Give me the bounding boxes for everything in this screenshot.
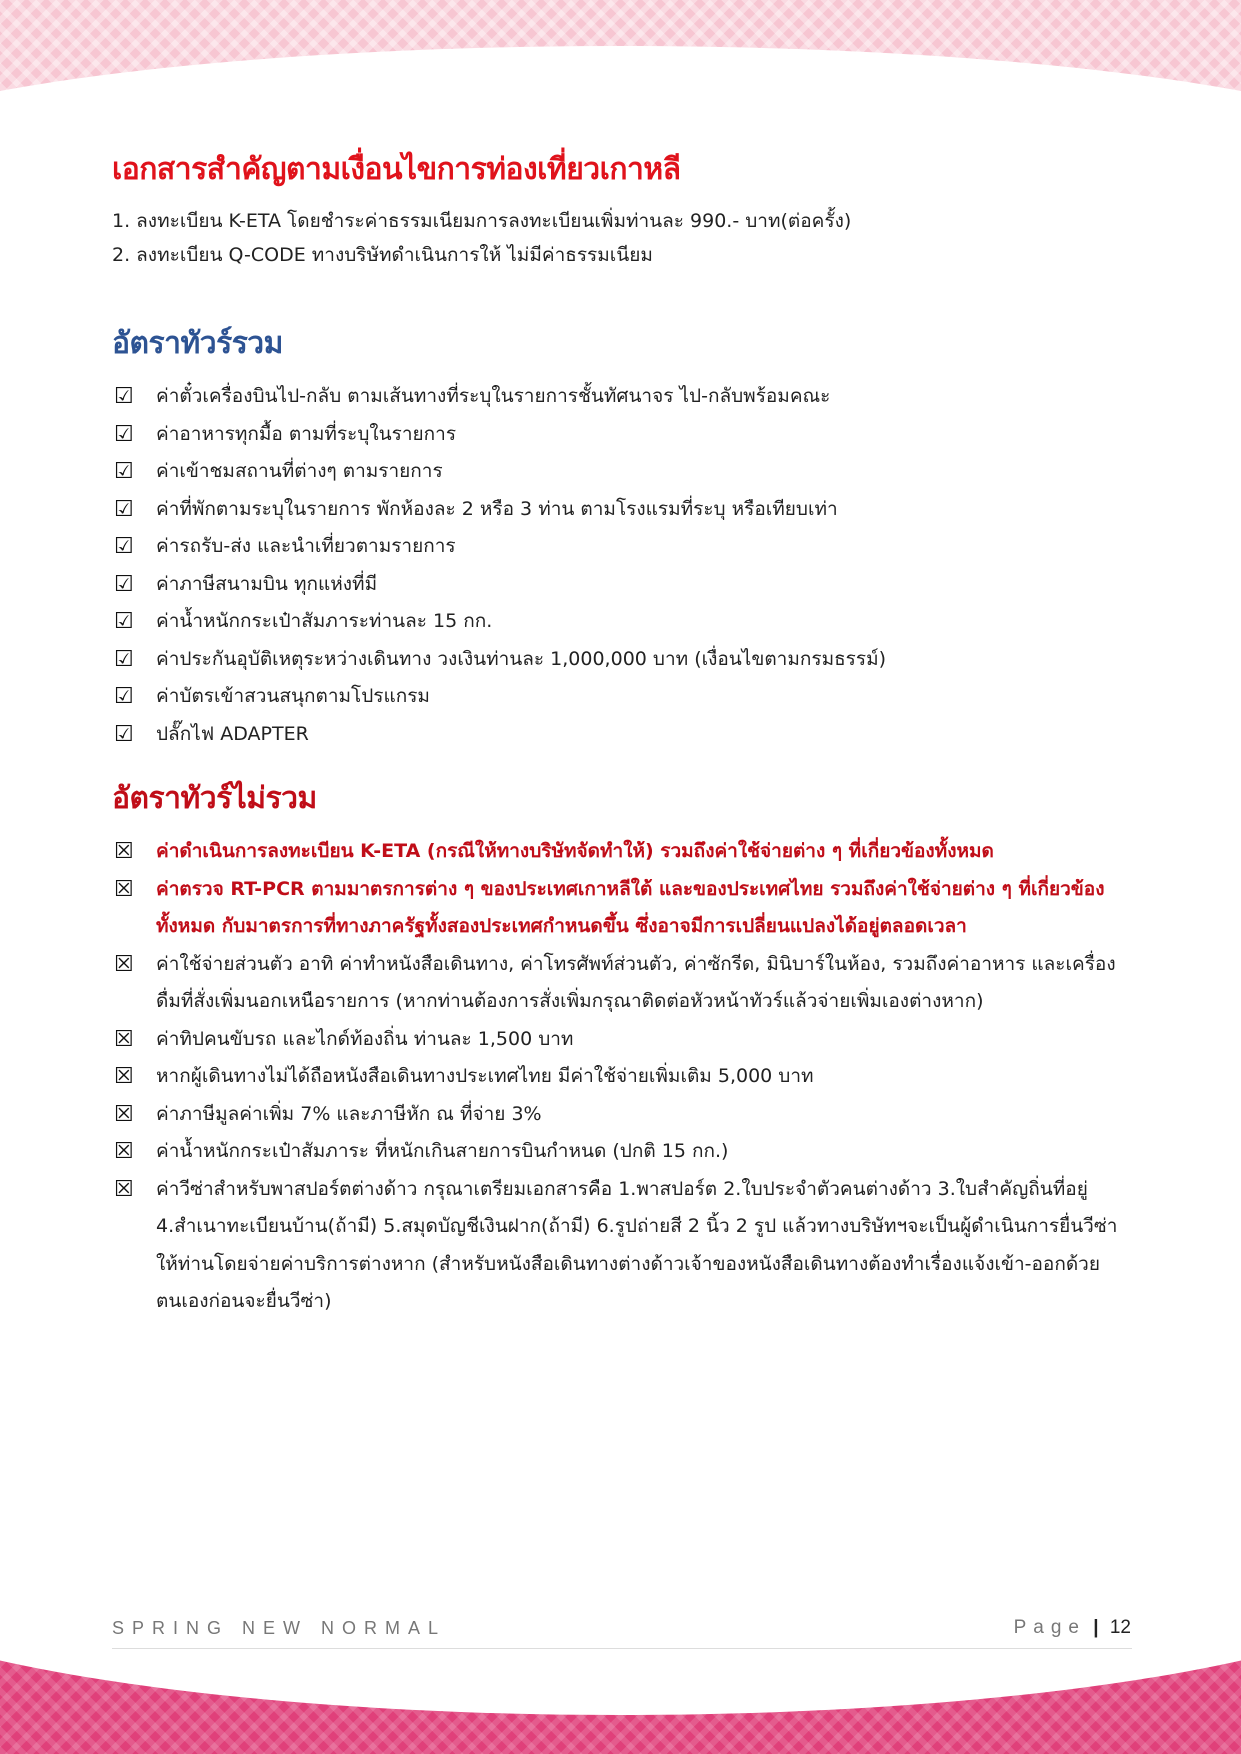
- checkbox-checked-icon: ☑: [114, 534, 134, 559]
- checkbox-crossed-icon: ☒: [114, 1176, 134, 1202]
- checkbox-checked-icon: ☑: [114, 646, 134, 672]
- documents-heading: เอกสารสำคัญตามเงื่อนไขการท่องเที่ยวเกาหลี: [112, 152, 681, 187]
- excluded-item-text: ค่าภาษีมูลค่าเพิ่ม 7% และภาษีหัก ณ ที่จ่าย 3%: [156, 1102, 542, 1125]
- checkbox-crossed-icon: ☒: [114, 1026, 134, 1052]
- checkbox-checked-icon: ☑: [114, 496, 134, 522]
- footer-curve: [0, 1400, 1241, 1715]
- included-item: [112, 641, 1132, 679]
- excluded-item-text: ค่าดำเนินการลงทะเบียน K-ETA (กรณีให้ทางบริษัทจัดทำให้) รวมถึงค่าใช้จ่ายต่าง ๆ ที่เกี่ยวข้องทั้งหมด: [156, 840, 994, 862]
- checkbox-crossed-icon: ☒: [114, 876, 134, 902]
- included-item-text: ค่าเข้าชมสถานที่ต่างๆ ตามรายการ: [156, 460, 443, 482]
- excluded-item: [112, 946, 1132, 1021]
- page-number: 12: [1109, 1617, 1131, 1638]
- excluded-item-text: ค่าวีซ่าสำหรับพาสปอร์ตต่างด้าว กรุณาเตรียมเอกสารคือ 1.พาสปอร์ต 2.ใบประจำตัวคนต่างด้าว 3.ใบสำคัญถิ่นที่อยู่ 4.สำเนาทะเบียนบ้าน(ถ้ามี) 5.สมุดบัญชีเงินฝาก(ถ้ามี) 6.รูปถ่ายสี 2 นิ้ว 2 รูป แล้วทางบริษัทฯจะเป็นผู้ดำเนินการยื่นวีซ่าให้ท่านโดยจ่ายค่าบริการต่างหาก (สำหรับหนังสือเดินทางต่างด้าวเจ้าของหนังสือเดินทางต้องทำเรื่องแจ้งเข้า-ออกด้วยตนเองก่อนจะยื่นวีซ่า): [156, 1177, 1118, 1312]
- excluded-list: [112, 833, 1132, 1321]
- included-item-text: ค่าบัตรเข้าสวนสนุกตามโปรแกรม: [156, 685, 430, 707]
- checkbox-crossed-icon: ☒: [114, 839, 134, 864]
- excluded-item: [112, 1171, 1132, 1321]
- checkbox-checked-icon: ☑: [114, 384, 134, 409]
- included-item: [112, 566, 1132, 604]
- checkbox-crossed-icon: ☒: [114, 1064, 134, 1089]
- excluded-item: [112, 1133, 1132, 1171]
- excluded-item-text: ค่าตรวจ RT-PCR ตามมาตรการต่าง ๆ ของประเทศเกาหลีใต้ และของประเทศไทย รวมถึงค่าใช้จ่ายต่าง ๆ ที่เกี่ยวข้องทั้งหมด กับมาตรการที่ทางภาครัฐทั้งสองประเทศกำหนดขึ้น ซึ่งอาจมีการเปลี่ยนแปลงได้อยู่ตลอดเวลา: [156, 877, 1105, 937]
- excluded-heading: อัตราทัวร์ไม่รวม: [112, 781, 317, 816]
- checkbox-checked-icon: ☑: [114, 571, 134, 597]
- page-content: [112, 146, 1132, 1321]
- footer-divider: [112, 1648, 1132, 1649]
- checkbox-checked-icon: ☑: [114, 721, 134, 747]
- documents-item: 1. ลงทะเบียน K-ETA โดยชำระค่าธรรมเนียมการลงทะเบียนเพิ่มท่านละ 990.- บาท(ต่อครั้ง): [112, 210, 852, 232]
- excluded-item: [112, 1021, 1132, 1059]
- checkbox-checked-icon: ☑: [114, 609, 134, 634]
- excluded-item: [112, 1096, 1132, 1134]
- included-item-text: ค่าอาหารทุกมื้อ ตามที่ระบุในรายการ: [156, 422, 457, 445]
- included-item: [112, 378, 1132, 416]
- checkbox-checked-icon: ☑: [114, 459, 134, 484]
- included-item: [112, 603, 1132, 641]
- excluded-item-text: ค่าทิปคนขับรถ และไกด์ท้องถิ่น ท่านละ 1,500 บาท: [156, 1027, 574, 1050]
- documents-item: 2. ลงทะเบียน Q-CODE ทางบริษัทดำเนินการให้ ไม่มีค่าธรรมเนียม: [112, 244, 653, 266]
- included-item: [112, 416, 1132, 454]
- checkbox-crossed-icon: ☒: [114, 1139, 134, 1164]
- excluded-item-text: ค่าน้ำหนักกระเป๋าสัมภาระ ที่หนักเกินสายการบินกำหนด (ปกติ 15 กก.): [156, 1140, 729, 1162]
- checkbox-crossed-icon: ☒: [114, 1101, 134, 1127]
- included-list: [112, 378, 1132, 753]
- excluded-item: [112, 871, 1132, 946]
- included-item-text: ค่าน้ำหนักกระเป๋าสัมภาระท่านละ 15 กก.: [156, 610, 493, 632]
- page-label: Page: [1013, 1617, 1086, 1638]
- included-heading: อัตราทัวร์รวม: [112, 326, 283, 361]
- checkbox-checked-icon: ☑: [114, 684, 134, 709]
- included-item: [112, 491, 1132, 529]
- excluded-item-text: หากผู้เดินทางไม่ได้ถือหนังสือเดินทางประเทศไทย มีค่าใช้จ่ายเพิ่มเติม 5,000 บาท: [156, 1065, 814, 1087]
- included-item-text: ค่าภาษีสนามบิน ทุกแห่งที่มี: [156, 572, 378, 595]
- excluded-item: [112, 833, 1132, 871]
- included-item-text: ปลั๊กไฟ ADAPTER: [156, 722, 309, 745]
- page-separator: |: [1093, 1617, 1099, 1638]
- included-item-text: ค่าประกันอุบัติเหตุระหว่างเดินทาง วงเงินท่านละ 1,000,000 บาท (เงื่อนไขตามกรมธรรม์): [156, 647, 887, 670]
- excluded-item-text: ค่าใช้จ่ายส่วนตัว อาทิ ค่าทำหนังสือเดินทาง, ค่าโทรศัพท์ส่วนตัว, ค่าซักรีด, มินิบาร์ในห้อง, รวมถึงค่าอาหาร และเครื่องดื่มที่สั่งเพิ่มนอกเหนือรายการ (หากท่านต้องการสั่งเพิ่มกรุณาติดต่อหัวหน้าทัวร์แล้วจ่ายเพิ่มเองต่างหาก): [156, 952, 1116, 1012]
- included-item-text: ค่ารถรับ-ส่ง และนำเที่ยวตามรายการ: [156, 535, 456, 557]
- documents-list: [112, 204, 1132, 272]
- footer-page-indicator: [1014, 1617, 1131, 1639]
- included-item: [112, 528, 1132, 566]
- included-item: [112, 678, 1132, 716]
- footer-brand: SPRING NEW NORMAL: [112, 1618, 447, 1638]
- included-item-text: ค่าตั๋วเครื่องบินไป-กลับ ตามเส้นทางที่ระบุในรายการชั้นทัศนาจร ไป-กลับพร้อมคณะ: [156, 385, 831, 407]
- excluded-item: [112, 1058, 1132, 1096]
- included-item: [112, 716, 1132, 754]
- included-item-text: ค่าที่พักตามระบุในรายการ พักห้องละ 2 หรือ 3 ท่าน ตามโรงแรมที่ระบุ หรือเทียบเท่า: [156, 497, 838, 520]
- checkbox-crossed-icon: ☒: [114, 951, 134, 977]
- included-item: [112, 453, 1132, 491]
- checkbox-checked-icon: ☑: [114, 421, 134, 447]
